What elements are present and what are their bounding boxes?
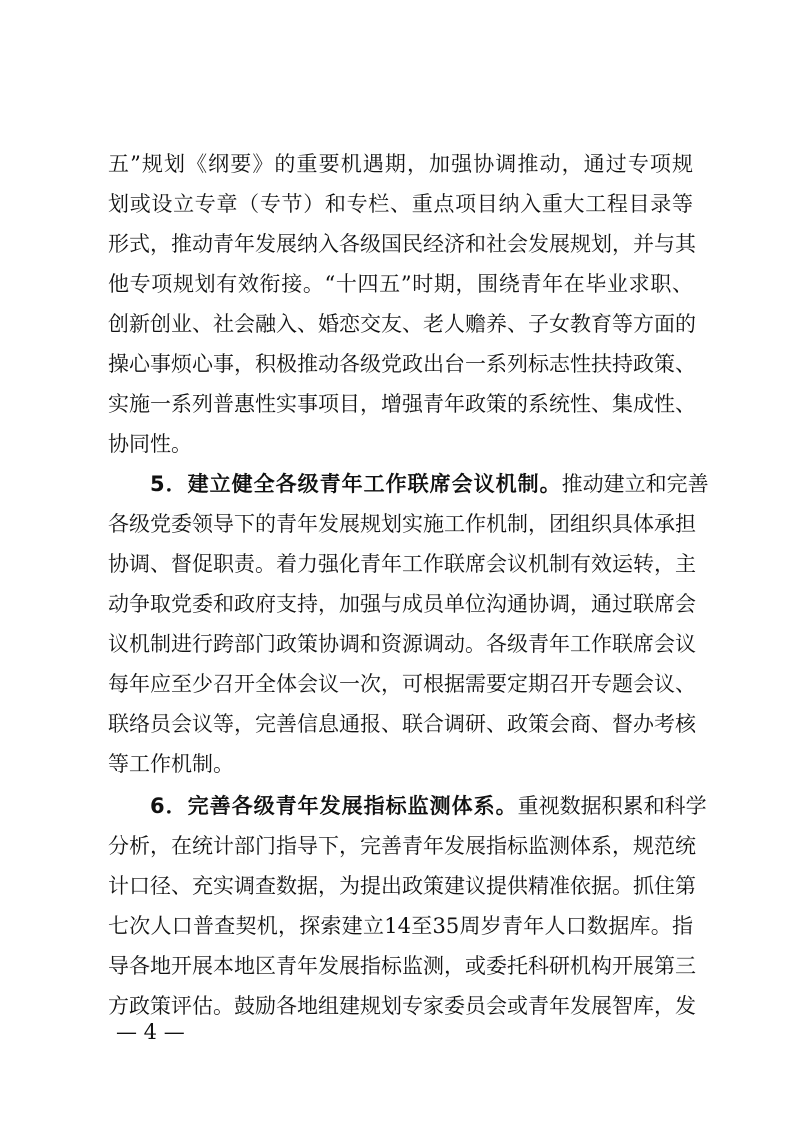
body-line: 七次人口普查契机，探索建立14至35周岁青年人口数据库。指: [108, 914, 693, 938]
body-line: 形式，推动青年发展纳入各级国民经济和社会发展规划，并与其: [108, 232, 696, 256]
section-5-heading: 5．建立健全各级青年工作联席会议机制。: [150, 472, 562, 496]
body-line: 实施一系列普惠性实事项目，增强青年政策的系统性、集成性、: [108, 392, 696, 416]
body-line: 协调、督促职责。着力强化青年工作联席会议机制有效运转，主: [108, 552, 696, 576]
section-5-first-line: [150, 464, 709, 504]
body-line: 他专项规划有效衔接。“十四五”时期，围绕青年在毕业求职、: [108, 272, 693, 296]
body-line: 每年应至少召开全体会议一次，可根据需要定期召开专题会议、: [108, 672, 696, 696]
body-line: 联络员会议等，完善信息通报、联合调研、政策会商、督办考核: [108, 712, 696, 736]
body-line: 创新创业、社会融入、婚恋交友、老人赡养、子女教育等方面的: [108, 312, 696, 336]
body-line: 议机制进行跨部门政策协调和资源调动。各级青年工作联席会议: [108, 632, 696, 656]
body-line: 分析，在统计部门指导下，完善青年发展指标监测体系，规范统: [108, 834, 696, 858]
body-line: 协同性。: [108, 432, 192, 456]
section-6-heading: 6．完善各级青年发展指标监测体系。: [150, 794, 518, 818]
section-6-first-line: [150, 786, 707, 826]
body-line: 计口径、充实调查数据，为提出政策建议提供精准依据。抓住第: [108, 874, 696, 898]
body-line: 操心事烦心事，积极推动各级党政出台一系列标志性扶持政策、: [108, 352, 696, 376]
body-line: 等工作机制。: [108, 752, 234, 776]
section-6-first-text: 重视数据积累和科学: [517, 794, 707, 818]
section-5-first-text: 推动建立和完善: [561, 472, 709, 496]
body-line: 方政策评估。鼓励各地组建规划专家委员会或青年发展智库，发: [108, 994, 696, 1018]
body-line: 导各地开展本地区青年发展指标监测，或委托科研机构开展第三: [108, 954, 696, 978]
body-line: 动争取党委和政府支持，加强与成员单位沟通协调，通过联席会: [108, 592, 696, 616]
body-line: 五”规划《纲要》的重要机遇期，加强协调推动，通过专项规: [108, 152, 693, 176]
body-line: 各级党委领导下的青年发展规划实施工作机制，团组织具体承担: [108, 512, 696, 536]
page-number: — 4 —: [116, 1020, 185, 1044]
body-line: 划或设立专章（专节）和专栏、重点项目纳入重大工程目录等: [108, 192, 693, 216]
